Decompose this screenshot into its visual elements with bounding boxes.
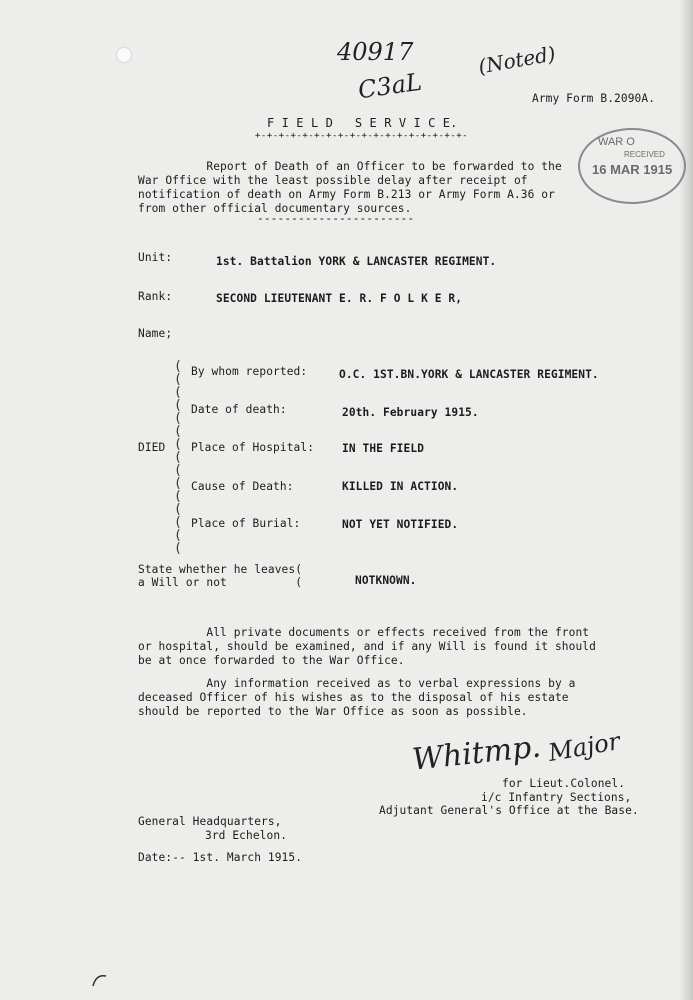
para1-line-3: be at once forwarded to the War Office. — [138, 654, 405, 667]
stamp-date: 16 MAR 1915 — [592, 162, 673, 177]
intro-line-2: War Office with the least possible delay after receipt of — [138, 174, 528, 187]
stamp-top-text: WAR O — [598, 136, 635, 148]
title-rule: +-+-+-+-+-+-+-+-+-+-+-+-+-+-+-+-+-+- — [255, 131, 469, 141]
cause-of-death-value: KILLED IN ACTION. — [342, 480, 459, 493]
para2-line-1: Any information received as to verbal expressions by a — [138, 677, 576, 690]
reported-by-value: O.C. 1ST.BN.YORK & LANCASTER REGIMENT. — [339, 368, 599, 381]
signature-scrawl: Whitmp. — [410, 729, 543, 778]
will-value: NOTKNOWN. — [355, 574, 417, 587]
signature-line-3: Adjutant General's Office at the Base. — [379, 804, 639, 817]
handwritten-noted: (Noted) — [476, 41, 558, 79]
unit-value: 1st. Battalion YORK & LANCASTER REGIMENT. — [216, 255, 497, 268]
army-form-number: Army Form B.2090A. — [532, 92, 656, 105]
date-line: Date:-- 1st. March 1915. — [138, 851, 303, 864]
died-bracket: ( ( ( ( ( ( ( ( ( ( ( ( ( ( ( — [174, 359, 182, 556]
signature-title: Major — [546, 726, 623, 768]
rank-value: SECOND LIEUTENANT E. R. F O L K E R, — [216, 292, 463, 305]
place-of-burial-label: Place of Burial: — [191, 517, 301, 530]
reported-by-label: By whom reported: — [191, 365, 308, 378]
punch-hole — [117, 48, 131, 62]
stray-pen-mark — [90, 968, 114, 992]
intro-rule: ----------------------- — [257, 212, 415, 225]
date-of-death-label: Date of death: — [191, 403, 287, 416]
para2-line-2: deceased Officer of his wishes as to the disposal of his estate — [138, 691, 569, 704]
place-of-burial-value: NOT YET NOTIFIED. — [342, 518, 459, 531]
signature-line-1: for Lieut.Colonel. — [502, 777, 626, 790]
died-label: DIED — [138, 441, 166, 454]
place-of-hospital-value: IN THE FIELD — [342, 442, 425, 455]
handwritten-file-number: 40917 — [337, 38, 414, 66]
unit-label: Unit: — [138, 251, 173, 264]
date-of-death-value: 20th. February 1915. — [342, 406, 479, 419]
name-label: Name; — [138, 327, 173, 340]
cause-of-death-label: Cause of Death: — [191, 480, 294, 493]
para2-line-3: should be reported to the War Office as soon as possible. — [138, 705, 528, 718]
intro-line-1: Report of Death of an Officer to be forwarded to the — [138, 160, 562, 173]
received-stamp — [578, 128, 686, 204]
place-of-hospital-label: Place of Hospital: — [191, 441, 315, 454]
signature-line-2: i/c Infantry Sections, — [481, 791, 632, 804]
stamp-middle-text: RECEIVED — [624, 150, 665, 159]
will-label-line-1: State whether he leaves( — [138, 563, 303, 576]
intro-line-3: notification of death on Army Form B.213 or Army Form A.36 or — [138, 188, 555, 201]
para1-line-2: or hospital, should be examined, and if any Will is found it should — [138, 640, 596, 653]
rank-label: Rank: — [138, 290, 173, 303]
page-title: F I E L D S E R V I C E. — [267, 116, 458, 130]
will-label-line-2: a Will or not ( — [138, 576, 303, 589]
hq-line-1: General Headquarters, — [138, 815, 282, 828]
handwritten-code: C3aL — [356, 67, 424, 105]
para1-line-1: All private documents or effects received from the front — [138, 626, 590, 639]
intro-line-4: from other official documentary sources. — [138, 202, 412, 215]
hq-line-2: 3rd Echelon. — [205, 829, 288, 842]
